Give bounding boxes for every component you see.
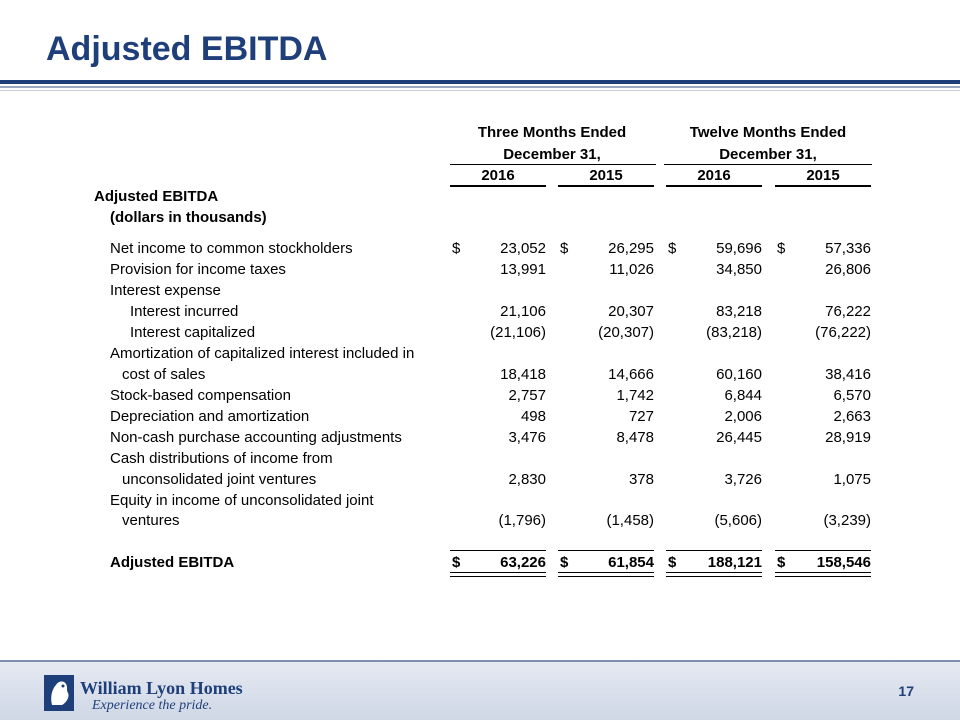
total-label: Adjusted EBITDA bbox=[110, 554, 235, 571]
row-label: ventures bbox=[122, 512, 180, 529]
year-header-3: 2016 bbox=[697, 167, 731, 184]
header-three-months-rule bbox=[450, 164, 656, 165]
total-double-rule-1 bbox=[450, 572, 546, 577]
row-value: (3,239) bbox=[823, 512, 871, 529]
year-rule-2 bbox=[558, 185, 654, 187]
row-value: 57,336 bbox=[825, 240, 871, 257]
year-header-4: 2015 bbox=[806, 167, 840, 184]
row-value: 38,416 bbox=[825, 366, 871, 383]
footer-rule bbox=[0, 660, 960, 662]
row-value: 18,418 bbox=[500, 366, 546, 383]
row-label: Non-cash purchase accounting adjustments bbox=[110, 429, 402, 446]
title-rule-tertiary bbox=[0, 90, 960, 91]
row-value: 28,919 bbox=[825, 429, 871, 446]
company-logo bbox=[44, 675, 74, 711]
header-twelve-months-line1: Twelve Months Ended bbox=[689, 124, 847, 141]
row-value: 1,075 bbox=[833, 471, 871, 488]
section-subtitle: (dollars in thousands) bbox=[110, 209, 267, 226]
dollar-sign: $ bbox=[777, 240, 786, 257]
row-label: Interest incurred bbox=[130, 303, 239, 320]
row-value: 26,445 bbox=[716, 429, 762, 446]
total-top-rule-3 bbox=[666, 550, 762, 551]
total-dollar-sign: $ bbox=[777, 554, 786, 571]
row-value: 21,106 bbox=[500, 303, 546, 320]
header-twelve-months-line2: December 31, bbox=[719, 146, 817, 163]
row-value: 498 bbox=[520, 408, 546, 425]
row-value: 20,307 bbox=[608, 303, 654, 320]
row-value: (83,218) bbox=[706, 324, 762, 341]
row-value: 6,570 bbox=[833, 387, 871, 404]
page-number: 17 bbox=[898, 683, 914, 699]
total-value: 158,546 bbox=[816, 554, 871, 571]
row-value: 2,663 bbox=[833, 408, 871, 425]
row-value: 2,006 bbox=[724, 408, 762, 425]
total-dollar-sign: $ bbox=[452, 554, 461, 571]
dollar-sign: $ bbox=[560, 240, 569, 257]
slide-title: Adjusted EBITDA bbox=[46, 30, 328, 68]
title-rule bbox=[0, 80, 960, 84]
row-value: (1,458) bbox=[606, 512, 654, 529]
row-value: 23,052 bbox=[500, 240, 546, 257]
row-label: Depreciation and amortization bbox=[110, 408, 310, 425]
row-label: Stock-based compensation bbox=[110, 387, 291, 404]
row-label: cost of sales bbox=[122, 366, 206, 383]
row-value: 1,742 bbox=[616, 387, 654, 404]
total-dollar-sign: $ bbox=[560, 554, 569, 571]
row-value: 26,295 bbox=[608, 240, 654, 257]
row-value: 8,478 bbox=[616, 429, 654, 446]
row-label: Provision for income taxes bbox=[110, 261, 286, 278]
year-rule-4 bbox=[775, 185, 871, 187]
row-value: 26,806 bbox=[825, 261, 871, 278]
row-value: 13,991 bbox=[500, 261, 546, 278]
row-value: 34,850 bbox=[716, 261, 762, 278]
row-value: 59,696 bbox=[716, 240, 762, 257]
row-label: Net income to common stockholders bbox=[110, 240, 353, 257]
row-value: (20,307) bbox=[598, 324, 654, 341]
header-twelve-months-rule bbox=[664, 164, 872, 165]
header-twelve-months bbox=[664, 122, 872, 166]
row-value: 83,218 bbox=[716, 303, 762, 320]
row-value: 11,026 bbox=[609, 261, 654, 278]
row-value: 3,726 bbox=[724, 471, 762, 488]
header-three-months-line1: Three Months Ended bbox=[477, 124, 627, 141]
total-double-rule-4 bbox=[775, 572, 871, 577]
row-label: Amortization of capitalized interest included in bbox=[110, 345, 415, 362]
total-top-rule-4 bbox=[775, 550, 871, 551]
row-label: unconsolidated joint ventures bbox=[122, 471, 317, 488]
year-header-2: 2015 bbox=[589, 167, 623, 184]
total-value: 188,121 bbox=[707, 554, 762, 571]
row-value: 378 bbox=[628, 471, 654, 488]
row-value: 76,222 bbox=[825, 303, 871, 320]
row-label: Interest capitalized bbox=[130, 324, 256, 341]
total-top-rule-2 bbox=[558, 550, 654, 551]
row-value: 14,666 bbox=[608, 366, 654, 383]
row-value: 6,844 bbox=[724, 387, 762, 404]
dollar-sign: $ bbox=[452, 240, 461, 257]
year-header-1: 2016 bbox=[481, 167, 515, 184]
row-value: (1,796) bbox=[498, 512, 546, 529]
title-rule-secondary bbox=[0, 86, 960, 88]
company-name: William Lyon Homes bbox=[80, 678, 243, 698]
row-value: 3,476 bbox=[508, 429, 546, 446]
row-label: Equity in income of unconsolidated joint bbox=[110, 492, 374, 509]
total-double-rule-2 bbox=[558, 572, 654, 577]
total-value: 61,854 bbox=[608, 554, 654, 571]
row-value: (5,606) bbox=[714, 512, 762, 529]
total-top-rule-1 bbox=[450, 550, 546, 551]
row-value: 2,757 bbox=[508, 387, 546, 404]
year-rule-1 bbox=[450, 185, 546, 187]
row-value: 60,160 bbox=[716, 366, 762, 383]
row-label: Cash distributions of income from bbox=[110, 450, 333, 467]
row-label: Interest expense bbox=[110, 282, 221, 299]
company-tagline: Experience the pride. bbox=[92, 698, 213, 713]
total-value: 63,226 bbox=[500, 554, 546, 571]
total-double-rule-3 bbox=[666, 572, 762, 577]
year-rule-3 bbox=[666, 185, 762, 187]
total-dollar-sign: $ bbox=[668, 554, 677, 571]
dollar-sign: $ bbox=[668, 240, 677, 257]
section-title: Adjusted EBITDA bbox=[94, 188, 219, 205]
row-value: (76,222) bbox=[815, 324, 871, 341]
row-value: 727 bbox=[628, 408, 654, 425]
header-three-months bbox=[448, 122, 656, 166]
header-three-months-line2: December 31, bbox=[503, 146, 601, 163]
row-value: (21,106) bbox=[490, 324, 546, 341]
row-value: 2,830 bbox=[508, 471, 546, 488]
